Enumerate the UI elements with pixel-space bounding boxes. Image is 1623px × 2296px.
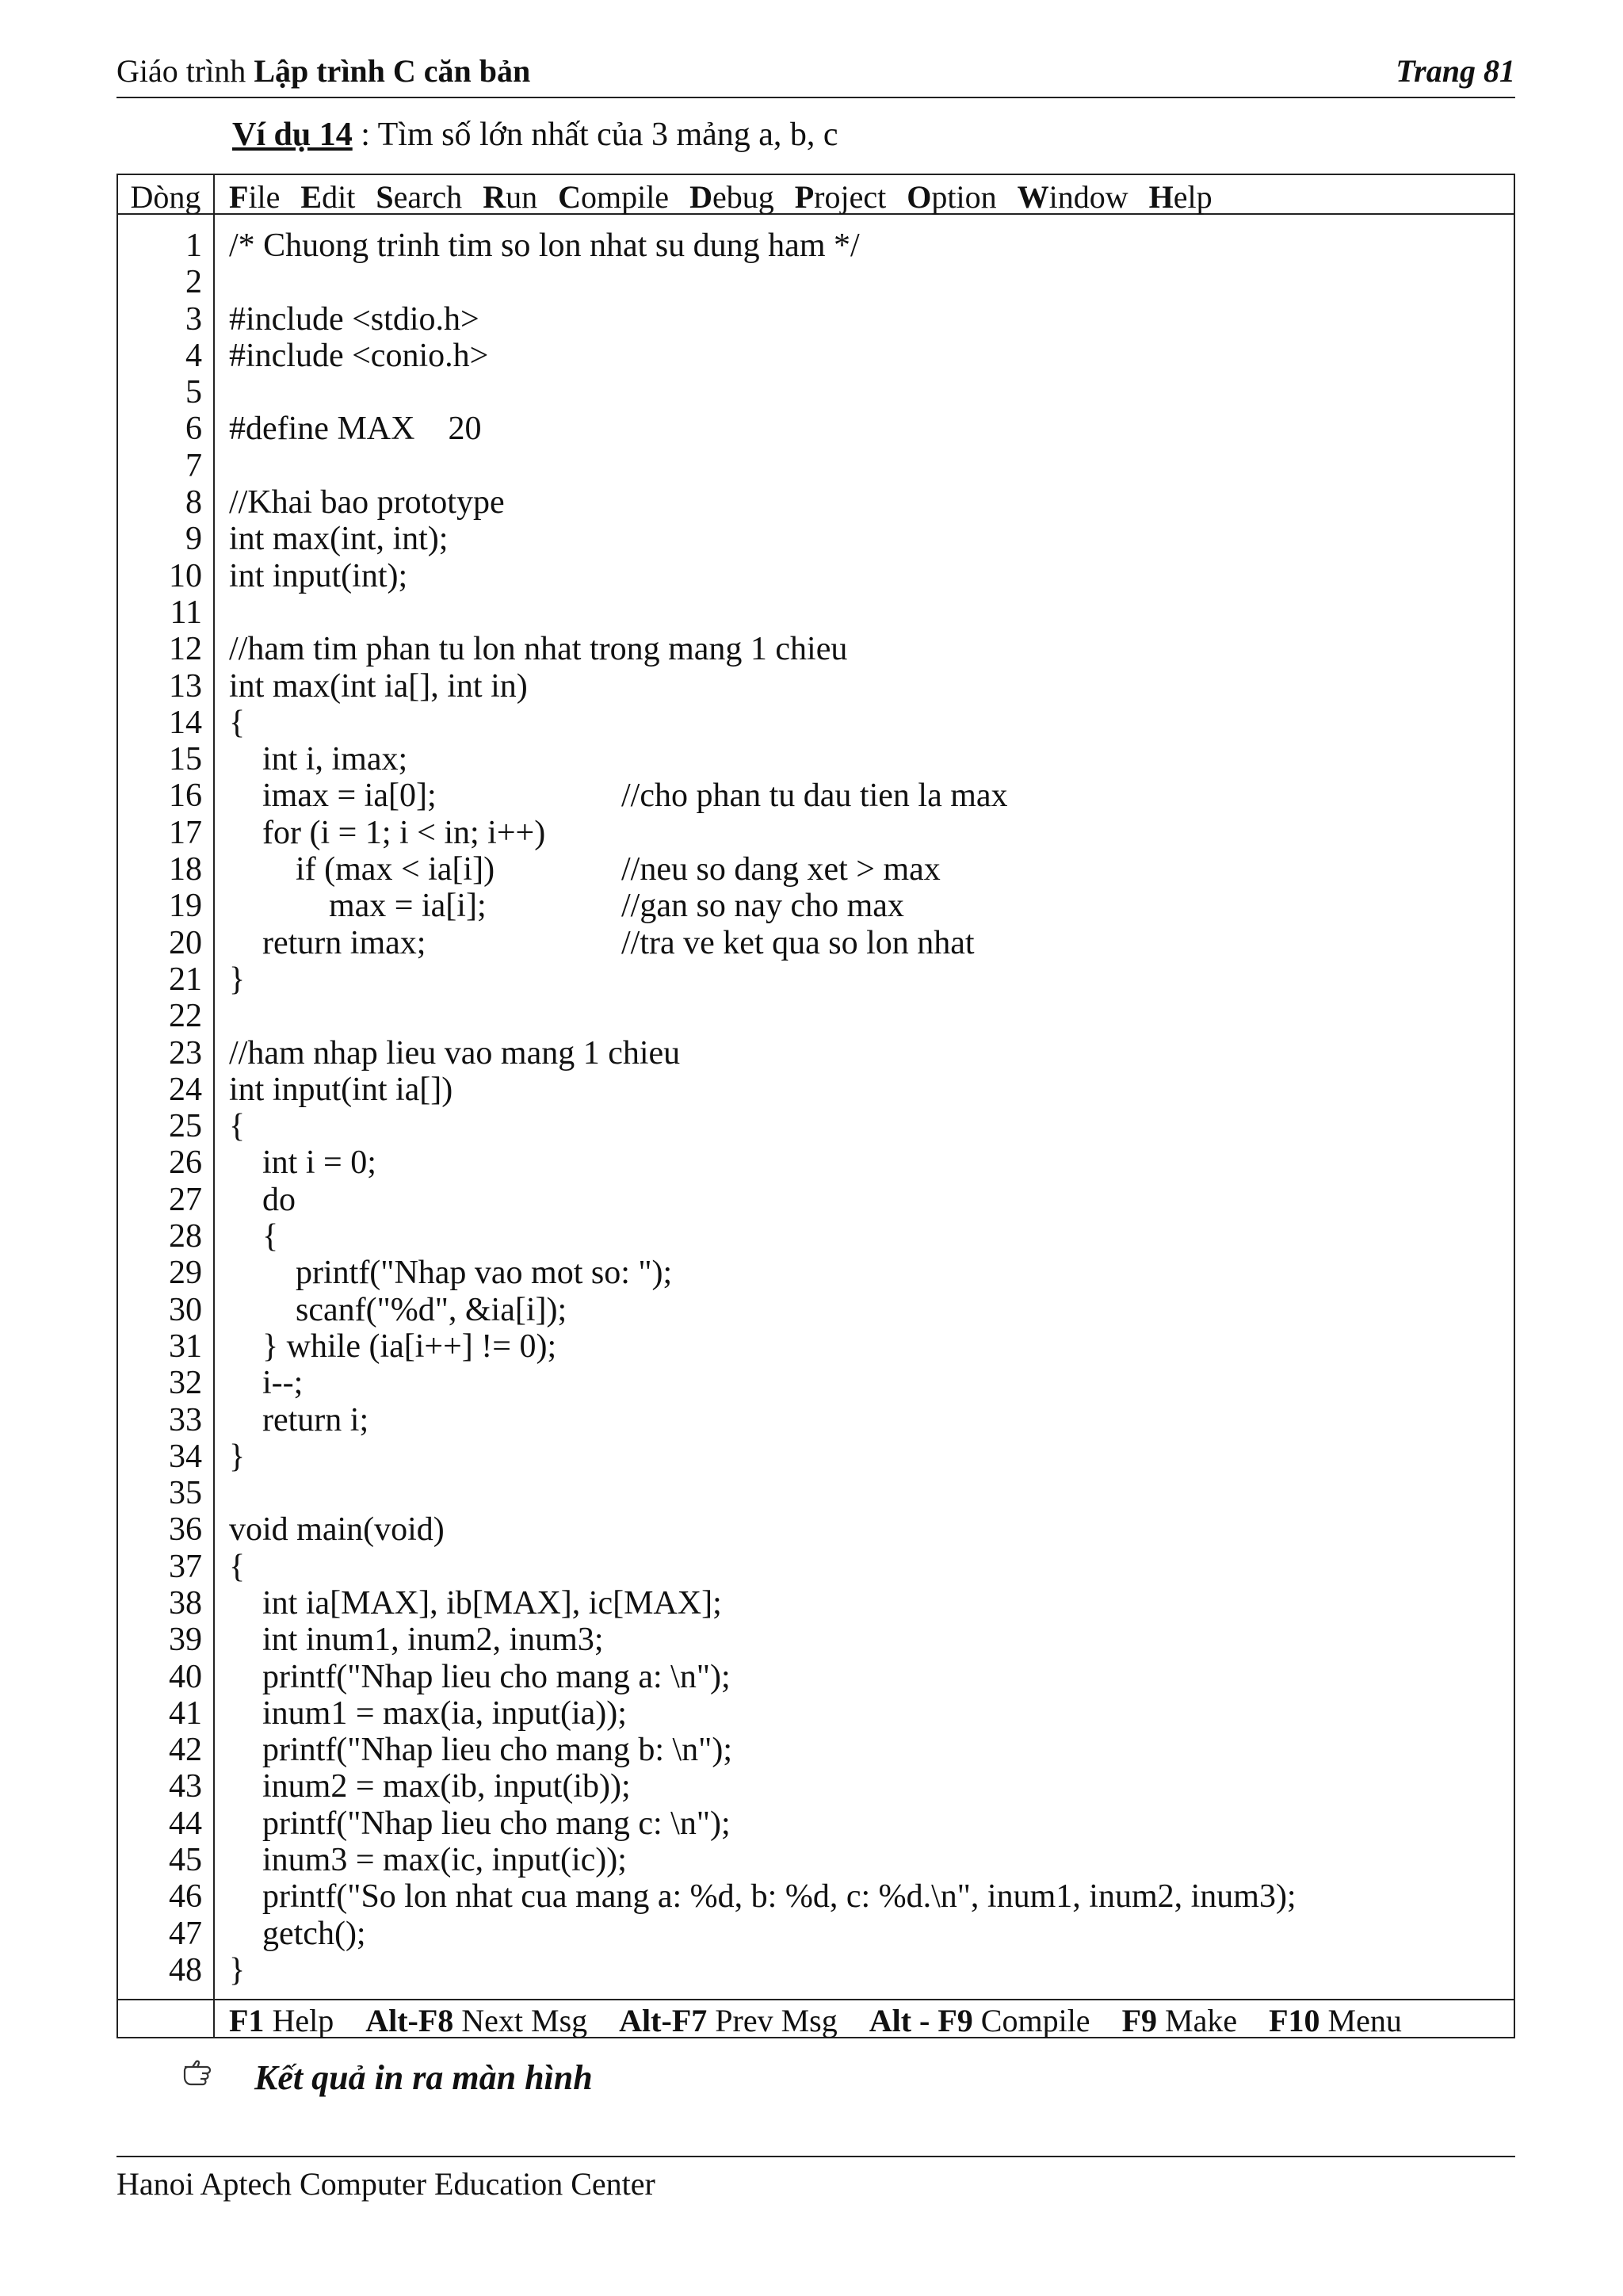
menu-label-rest: roject: [814, 179, 887, 215]
code-line: [229, 1438, 1506, 1475]
code-text: //Khai bao prototype: [229, 484, 505, 521]
shortcut-key: Alt - F9: [869, 2003, 973, 2038]
menu-hotkey: C: [558, 179, 581, 215]
menu-item-compile[interactable]: [558, 179, 669, 215]
shortcut-label: Next Msg: [453, 2003, 588, 2038]
line-number: 16: [169, 777, 202, 815]
code-line: [229, 961, 1506, 998]
line-number: 12: [169, 631, 202, 668]
code-text: #include <conio.h>: [229, 337, 489, 374]
menu-label-rest: ption: [931, 179, 997, 215]
code-line: [229, 521, 1506, 557]
code-line: [229, 1622, 1506, 1658]
line-number: 29: [169, 1255, 202, 1292]
code-line: [229, 1695, 1506, 1732]
code-line: [229, 1878, 1506, 1915]
code-text: } while (ia[i++] != 0);: [229, 1328, 557, 1365]
code-line: [229, 1365, 1506, 1401]
line-number: 45: [169, 1842, 202, 1879]
code-text: i--;: [229, 1365, 304, 1402]
menu-label-rest: indow: [1048, 179, 1128, 215]
shortcut-help[interactable]: [229, 2003, 334, 2038]
menu-hotkey: D: [689, 179, 712, 215]
line-number: 10: [169, 557, 202, 594]
code-line: [229, 1549, 1506, 1585]
menu-label-rest: un: [506, 179, 538, 215]
code-text: int input(int);: [229, 557, 408, 594]
line-number: 17: [169, 814, 202, 851]
code-line: [229, 448, 1506, 484]
line-number: 33: [169, 1401, 202, 1438]
line-number: 23: [169, 1034, 202, 1072]
code-text: }: [229, 961, 246, 998]
column-divider: [213, 175, 215, 2037]
shortcut-key: Alt-F8: [365, 2003, 454, 2038]
line-number: 41: [169, 1694, 202, 1732]
example-description: : Tìm số lớn nhất của 3 mảng a, b, c: [352, 117, 838, 153]
shortcut-compile[interactable]: [869, 2003, 1090, 2038]
line-number: 36: [169, 1511, 202, 1549]
code-text: inum3 = max(ic, input(ic));: [229, 1842, 627, 1879]
code-line: [229, 925, 1506, 961]
code-text: {: [229, 1108, 246, 1145]
menu-item-project[interactable]: [795, 179, 887, 215]
menu-item-edit[interactable]: [300, 179, 355, 215]
code-comment: //neu so dang xet > max: [621, 851, 941, 888]
example-title: [232, 116, 838, 154]
line-number: 44: [169, 1805, 202, 1842]
code-line: [229, 301, 1506, 338]
line-number: 18: [169, 851, 202, 888]
line-number: 4: [185, 337, 202, 374]
menu-hotkey: E: [300, 179, 323, 215]
shortcut-next-msg[interactable]: [365, 2003, 587, 2038]
code-line: [229, 1952, 1506, 1988]
line-number: 34: [169, 1438, 202, 1475]
page-header: [116, 52, 1515, 98]
code-text: scanf("%d", &ia[i]);: [229, 1291, 567, 1328]
ide-menu-row: [118, 175, 1514, 215]
menu-hotkey: S: [376, 179, 394, 215]
line-number: 20: [169, 924, 202, 961]
code-line: [229, 1475, 1506, 1511]
code-text: int input(int ia[]): [229, 1071, 453, 1108]
menu-hotkey: H: [1148, 179, 1174, 215]
line-number: 15: [169, 741, 202, 778]
menu-label-rest: ile: [248, 179, 281, 215]
footer-divider: [116, 2156, 1515, 2157]
shortcut-make[interactable]: [1122, 2003, 1238, 2038]
code-text: /* Chuong trinh tim so lon nhat su dung ham */: [229, 227, 860, 264]
code-line: [229, 1255, 1506, 1291]
code-line: [229, 411, 1506, 447]
code-text: int ia[MAX], ib[MAX], ic[MAX];: [229, 1584, 722, 1622]
shortcut-label: Menu: [1319, 2003, 1402, 2038]
shortcut-label: Make: [1157, 2003, 1238, 2038]
menu-item-search[interactable]: [376, 179, 462, 215]
menu-hotkey: W: [1017, 179, 1049, 215]
line-number: 2: [185, 264, 202, 301]
code-line: [229, 484, 1506, 521]
code-text: printf("Nhap lieu cho mang b: \n");: [229, 1732, 732, 1769]
code-line: [229, 374, 1506, 411]
code-text: }: [229, 1438, 246, 1475]
line-number: 31: [169, 1328, 202, 1365]
code-line: [229, 558, 1506, 594]
line-number: 27: [169, 1181, 202, 1218]
line-number: 47: [169, 1915, 202, 1952]
line-number: 25: [169, 1108, 202, 1145]
menu-item-help[interactable]: [1149, 179, 1212, 215]
example-label: Ví dụ 14: [232, 117, 353, 153]
shortcut-prev-msg[interactable]: [619, 2003, 838, 2038]
line-number: 42: [169, 1732, 202, 1769]
code-text: int inum1, inum2, inum3;: [229, 1622, 604, 1659]
line-number: 35: [169, 1475, 202, 1512]
line-number: 39: [169, 1622, 202, 1659]
code-text: if (max < ia[i]): [229, 851, 495, 888]
code-line: [229, 1659, 1506, 1695]
code-text: printf("Nhap lieu cho mang a: \n");: [229, 1658, 731, 1695]
code-listing-table: [116, 174, 1515, 2038]
code-line: [229, 1328, 1506, 1365]
line-number: 22: [169, 998, 202, 1035]
page-footer: Hanoi Aptech Computer Education Center: [116, 2166, 655, 2202]
code-text: int i = 0;: [229, 1144, 376, 1182]
code-line: [229, 1511, 1506, 1548]
code-line: [229, 1805, 1506, 1842]
code-text: {: [229, 1548, 246, 1585]
code-text: int max(int ia[], int in): [229, 667, 528, 705]
shortcut-label: Prev Msg: [707, 2003, 838, 2038]
menu-label-rest: ebug: [712, 179, 774, 215]
code-line: [229, 888, 1506, 924]
code-comment: //tra ve ket qua so lon nhat: [621, 924, 975, 961]
line-number: 19: [169, 888, 202, 925]
code-line: [229, 1144, 1506, 1181]
code-text: do: [229, 1181, 296, 1218]
menu-item-option[interactable]: [907, 179, 996, 215]
line-number: 6: [185, 411, 202, 448]
code-text: printf("Nhap vao mot so: ");: [229, 1255, 673, 1292]
code-text: for (i = 1; i < in; i++): [229, 814, 546, 851]
code-comment: //gan so nay cho max: [621, 888, 904, 925]
code-line: [229, 264, 1506, 300]
line-number: 5: [185, 374, 202, 411]
line-number: 40: [169, 1658, 202, 1695]
code-line: [229, 741, 1506, 777]
line-number: 28: [169, 1218, 202, 1255]
code-text: inum2 = max(ib, input(ib));: [229, 1768, 631, 1805]
code-text: void main(void): [229, 1511, 445, 1549]
menu-label-rest: elp: [1173, 179, 1212, 215]
pointing-hand-icon: [181, 2056, 226, 2088]
code-line: [229, 1768, 1506, 1805]
code-line: [229, 1916, 1506, 1952]
line-number: 9: [185, 521, 202, 558]
shortcut-label: Compile: [972, 2003, 1090, 2038]
code-text: return i;: [229, 1401, 369, 1438]
code-line: [229, 1035, 1506, 1072]
code-text: {: [229, 704, 246, 741]
code-line: [229, 1292, 1506, 1328]
code-line: [229, 338, 1506, 374]
menu-hotkey: O: [907, 179, 932, 215]
code-text: //ham tim phan tu lon nhat trong mang 1 chieu: [229, 631, 848, 668]
code-line: [229, 1842, 1506, 1878]
code-text: getch();: [229, 1915, 366, 1952]
code-line: [229, 998, 1506, 1034]
book-title: [116, 52, 530, 90]
code-line: [229, 1072, 1506, 1108]
code-text: //ham nhap lieu vao mang 1 chieu: [229, 1034, 681, 1072]
menu-item-file[interactable]: [229, 179, 280, 215]
menu-item-debug[interactable]: [689, 179, 774, 215]
line-number: 13: [169, 667, 202, 705]
code-text: #include <stdio.h>: [229, 300, 479, 338]
line-number: 24: [169, 1071, 202, 1108]
code-text: {: [229, 1218, 279, 1255]
code-text: imax = ia[0];: [229, 777, 437, 815]
ide-menu-bar: [229, 178, 1233, 216]
code-line: [229, 1108, 1506, 1144]
shortcut-label: Help: [264, 2003, 334, 2038]
line-number-header: Dòng: [130, 179, 201, 215]
code-text: int max(int, int);: [229, 521, 449, 558]
code-column: [229, 227, 1506, 1988]
code-text: printf("So lon nhat cua mang a: %d, b: %d, c: %d.\n", inum1, inum2, inum3);: [229, 1878, 1296, 1916]
line-number: 7: [185, 447, 202, 484]
code-line: [229, 851, 1506, 888]
line-number-column: [118, 227, 202, 1988]
code-line: [229, 1585, 1506, 1622]
menu-item-run[interactable]: [483, 179, 537, 215]
line-number: 1: [185, 227, 202, 264]
menu-item-window[interactable]: [1018, 179, 1128, 215]
book-title-bold: Lập trình C căn bản: [254, 53, 531, 89]
menu-hotkey: P: [794, 179, 815, 215]
ide-shortcut-bar: [229, 2002, 1434, 2039]
line-number: 37: [169, 1548, 202, 1585]
menu-label-rest: ompile: [580, 179, 670, 215]
line-number: 30: [169, 1291, 202, 1328]
shortcut-key: F9: [1121, 2003, 1157, 2038]
line-number: 48: [169, 1951, 202, 1988]
code-line: [229, 777, 1506, 814]
code-line: [229, 1218, 1506, 1255]
code-line: [229, 1732, 1506, 1768]
shortcut-key: Alt-F7: [619, 2003, 708, 2038]
shortcut-menu[interactable]: [1269, 2003, 1402, 2038]
code-text: }: [229, 1951, 246, 1988]
ide-status-row: [118, 1999, 1514, 2037]
code-text: max = ia[i];: [229, 888, 487, 925]
code-line: [229, 1402, 1506, 1438]
code-line: [229, 631, 1506, 667]
code-text: inum1 = max(ia, input(ia));: [229, 1694, 627, 1732]
code-text: #define MAX 20: [229, 411, 482, 448]
code-line: [229, 227, 1506, 264]
line-number: 26: [169, 1144, 202, 1182]
line-number: 46: [169, 1878, 202, 1916]
page-number: Trang 81: [1396, 53, 1515, 89]
line-number: 14: [169, 704, 202, 741]
code-line: [229, 705, 1506, 741]
code-comment: //cho phan tu dau tien la max: [621, 777, 1008, 815]
code-text: return imax;: [229, 924, 426, 961]
menu-label-rest: earch: [393, 179, 463, 215]
line-number: 32: [169, 1365, 202, 1402]
line-number: 43: [169, 1768, 202, 1805]
menu-hotkey: F: [229, 179, 249, 215]
menu-hotkey: R: [483, 179, 506, 215]
line-number: 11: [170, 594, 202, 631]
line-number: 38: [169, 1584, 202, 1622]
code-line: [229, 815, 1506, 851]
shortcut-key: F10: [1269, 2003, 1320, 2038]
code-line: [229, 1182, 1506, 1218]
menu-label-rest: dit: [322, 179, 356, 215]
code-text: int i, imax;: [229, 741, 408, 778]
line-number: 8: [185, 484, 202, 521]
code-line: [229, 594, 1506, 631]
line-number: 3: [185, 300, 202, 338]
code-line: [229, 668, 1506, 705]
result-heading: [196, 2057, 593, 2098]
shortcut-key: F1: [229, 2003, 265, 2038]
line-number: 21: [169, 961, 202, 998]
result-text: Kết quả in ra màn hình: [254, 2058, 593, 2097]
book-title-prefix: Giáo trình: [116, 53, 254, 89]
code-text: printf("Nhap lieu cho mang c: \n");: [229, 1805, 731, 1842]
